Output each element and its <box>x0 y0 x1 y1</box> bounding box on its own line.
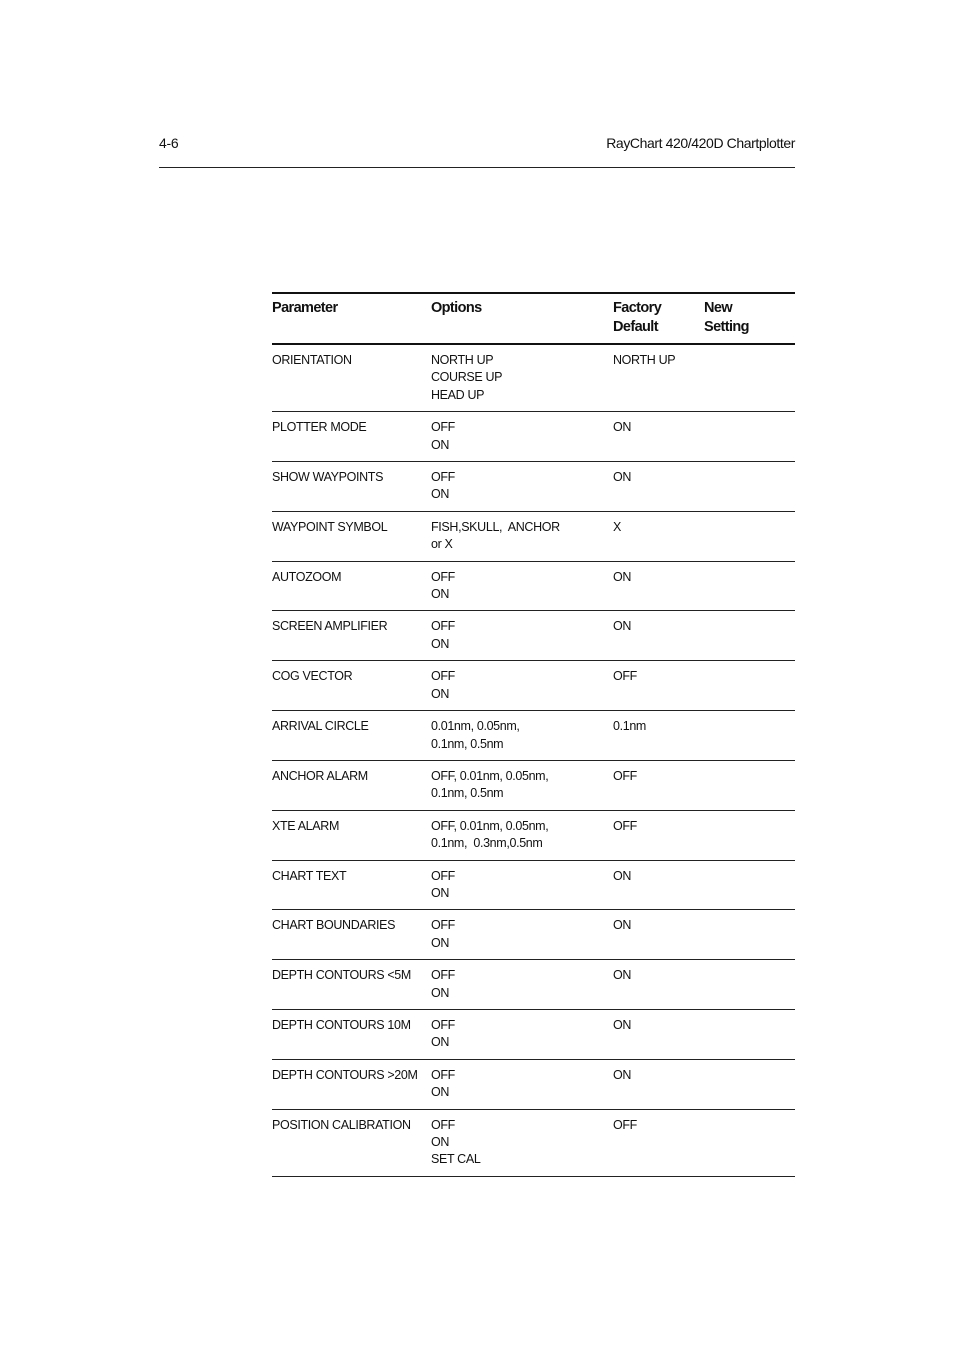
option-value: OFF <box>431 420 455 435</box>
new-setting-cell[interactable] <box>704 661 795 711</box>
factory-default-cell: OFF <box>613 1117 637 1132</box>
column-header-options: Options <box>431 300 482 316</box>
column-header-new-setting <box>704 293 795 344</box>
new-setting-cell[interactable] <box>704 1009 795 1059</box>
options-cell <box>431 661 613 711</box>
parameter-cell: PLOTTER MODE <box>272 420 367 435</box>
parameter-cell: ARRIVAL CIRCLE <box>272 719 369 734</box>
factory-default-cell: ON <box>613 569 632 584</box>
new-setting-cell[interactable] <box>704 412 795 462</box>
parameter-cell: COG VECTOR <box>272 669 353 684</box>
factory-default-cell: NORTH UP <box>613 353 676 367</box>
option-value: ON <box>431 1035 450 1050</box>
option-value: ON <box>431 587 450 602</box>
options-cell <box>431 760 613 810</box>
new-setting-cell[interactable] <box>704 511 795 561</box>
option-value: OFF <box>431 868 455 883</box>
new-setting-cell[interactable] <box>704 1109 795 1176</box>
table-row <box>272 910 795 960</box>
new-setting-cell[interactable] <box>704 344 795 412</box>
options-cell <box>431 810 613 860</box>
header-row <box>272 293 795 344</box>
option-value: COURSE UP <box>431 370 503 385</box>
table-row <box>272 511 795 561</box>
options-cell <box>431 860 613 910</box>
options-cell <box>431 1059 613 1109</box>
factory-default-cell: ON <box>613 619 632 634</box>
parameter-cell: XTE ALARM <box>272 818 340 833</box>
table-row <box>272 1059 795 1109</box>
option-value: ON <box>431 1085 450 1100</box>
option-value: OFF <box>431 968 455 983</box>
option-value: HEAD UP <box>431 387 485 402</box>
new-setting-cell[interactable] <box>704 1059 795 1109</box>
option-value: ON <box>431 437 450 452</box>
option-value: ON <box>431 885 450 900</box>
option-value: ON <box>431 935 450 950</box>
option-value: OFF <box>431 470 455 485</box>
new-setting-cell[interactable] <box>704 711 795 761</box>
options-cell <box>431 511 613 561</box>
option-value: ON <box>431 686 450 701</box>
option-value: 0.1nm, 0.5nm <box>431 736 504 751</box>
option-value: ON <box>431 487 450 502</box>
new-setting-cell[interactable] <box>704 462 795 512</box>
table-row <box>272 711 795 761</box>
parameter-cell: ORIENTATION <box>272 353 352 367</box>
options-cell <box>431 412 613 462</box>
parameter-cell: WAYPOINT SYMBOL <box>272 519 388 534</box>
parameter-cell: AUTOZOOM <box>272 569 342 584</box>
factory-default-cell: ON <box>613 420 632 435</box>
table-row <box>272 611 795 661</box>
options-cell <box>431 561 613 611</box>
table-row <box>272 462 795 512</box>
page-header <box>159 134 795 168</box>
option-value: NORTH UP <box>431 353 494 367</box>
factory-default-cell: ON <box>613 918 632 933</box>
table-row <box>272 344 795 412</box>
option-value: OFF <box>431 918 455 933</box>
new-setting-cell[interactable] <box>704 760 795 810</box>
table-row <box>272 561 795 611</box>
document-title: RayChart 420/420D Chartplotter <box>606 135 795 151</box>
parameter-cell: POSITION CALIBRATION <box>272 1117 411 1132</box>
option-value: OFF <box>431 569 455 584</box>
factory-default-cell: ON <box>613 1067 632 1082</box>
parameter-cell: DEPTH CONTOURS >20M <box>272 1067 418 1082</box>
factory-default-cell: OFF <box>613 768 637 783</box>
table-row <box>272 1009 795 1059</box>
option-value: OFF <box>431 1017 455 1032</box>
options-cell <box>431 611 613 661</box>
option-value: ON <box>431 636 450 651</box>
parameter-cell: SCREEN AMPLIFIER <box>272 619 388 634</box>
page-number: 4-6 <box>159 135 179 151</box>
new-setting-cell[interactable] <box>704 960 795 1010</box>
new-setting-line1: New <box>704 300 733 316</box>
options-cell <box>431 1009 613 1059</box>
new-setting-cell[interactable] <box>704 561 795 611</box>
new-setting-line2: Setting <box>704 319 749 335</box>
option-value: OFF <box>431 1067 455 1082</box>
table-header <box>272 293 795 344</box>
factory-default-cell: ON <box>613 968 632 983</box>
options-cell <box>431 1109 613 1176</box>
option-value: OFF <box>431 1117 455 1132</box>
factory-default-cell: X <box>613 519 621 534</box>
table-row <box>272 1109 795 1176</box>
options-cell <box>431 711 613 761</box>
option-value: OFF <box>431 619 455 634</box>
table-row <box>272 810 795 860</box>
factory-default-cell: ON <box>613 868 632 883</box>
new-setting-cell[interactable] <box>704 860 795 910</box>
options-cell <box>431 960 613 1010</box>
options-cell <box>431 910 613 960</box>
parameter-table <box>272 292 795 1177</box>
column-header-parameter: Parameter <box>272 300 338 316</box>
option-value: SET CAL <box>431 1152 481 1167</box>
factory-default-cell: ON <box>613 470 632 485</box>
parameter-cell: SHOW WAYPOINTS <box>272 470 384 485</box>
factory-default-line2: Default <box>613 319 658 335</box>
parameter-cell: CHART TEXT <box>272 868 347 883</box>
option-value: or X <box>431 537 453 552</box>
options-cell <box>431 344 613 412</box>
parameter-cell: DEPTH CONTOURS 10M <box>272 1017 411 1032</box>
table-row <box>272 960 795 1010</box>
option-value: OFF <box>431 669 455 684</box>
new-setting-cell[interactable] <box>704 611 795 661</box>
factory-default-cell: OFF <box>613 669 637 684</box>
column-header-factory-default <box>613 293 704 344</box>
option-value: OFF, 0.01nm, 0.05nm, <box>431 768 549 783</box>
new-setting-cell[interactable] <box>704 810 795 860</box>
options-cell <box>431 462 613 512</box>
factory-default-cell: 0.1nm <box>613 719 646 734</box>
table-row <box>272 661 795 711</box>
factory-default-cell: OFF <box>613 818 637 833</box>
table-row <box>272 412 795 462</box>
parameter-cell: CHART BOUNDARIES <box>272 918 396 933</box>
factory-default-cell: ON <box>613 1017 632 1032</box>
new-setting-cell[interactable] <box>704 910 795 960</box>
option-value: 0.01nm, 0.05nm, <box>431 719 520 734</box>
parameter-cell: DEPTH CONTOURS <5M <box>272 968 411 983</box>
option-value: ON <box>431 985 450 1000</box>
table-body <box>272 344 795 1176</box>
option-value: 0.1nm, 0.3nm,0.5nm <box>431 836 543 851</box>
table-row <box>272 760 795 810</box>
option-value: FISH,SKULL, ANCHOR <box>431 519 560 534</box>
table-row <box>272 860 795 910</box>
option-value: 0.1nm, 0.5nm <box>431 786 504 801</box>
option-value: OFF, 0.01nm, 0.05nm, <box>431 818 549 833</box>
factory-default-line1: Factory <box>613 300 662 316</box>
option-value: ON <box>431 1135 450 1149</box>
parameter-cell: ANCHOR ALARM <box>272 768 368 783</box>
